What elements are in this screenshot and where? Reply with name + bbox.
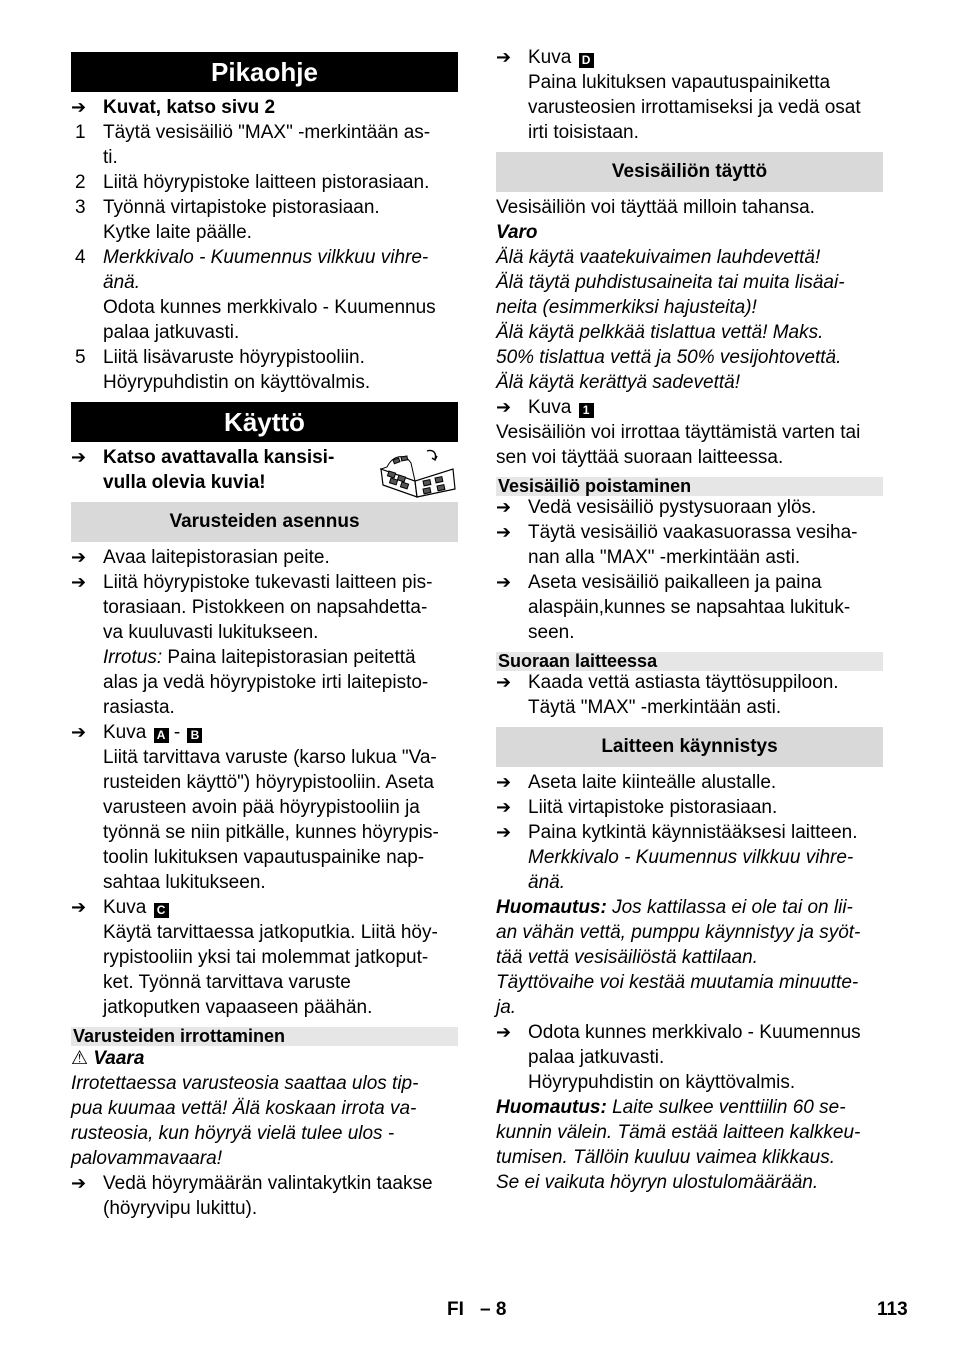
warning-heading xyxy=(71,1046,144,1071)
instruction: Täytä "MAX" -merkintään asti. xyxy=(528,697,782,718)
warning-label: Vaara xyxy=(93,1048,145,1069)
instruction: vulla olevia kuvia! xyxy=(103,472,266,493)
instruction: alaspäin,kunnes se napsahtaa lukituk- xyxy=(528,597,851,618)
caution-label: Varo xyxy=(496,222,538,243)
instruction xyxy=(103,645,416,670)
warning-icon: ⚠ xyxy=(71,1048,89,1069)
instruction: Höyrypuhdistin on käyttövalmis. xyxy=(528,1072,796,1093)
figure-badge-1: 1 xyxy=(579,403,594,418)
instruction: Vedä höyrymäärän valintakytkin taakse xyxy=(103,1173,433,1194)
footer-page-number: 113 xyxy=(877,1299,908,1320)
instruction: työnnä se niin pitkälle, kunnes höyrypis- xyxy=(103,822,439,843)
instruction: Paina lukituksen vapautuspainiketta xyxy=(528,72,831,93)
instruction: seen. xyxy=(528,622,575,643)
caution-text: 50% tislattua vettä ja 50% vesijohtovettä. xyxy=(496,347,842,368)
instruction: Paina kytkintä käynnistääksesi laitteen. xyxy=(528,822,858,843)
instruction: Aseta vesisäiliö paikalleen ja paina xyxy=(528,572,822,593)
arrow-icon: ➔ xyxy=(496,397,512,417)
instruction: (höyryvipu lukittu). xyxy=(103,1198,258,1219)
step-number: 4 xyxy=(75,247,86,268)
instruction: Liitä virtapistoke pistorasiaan. xyxy=(528,797,778,818)
arrow-icon: ➔ xyxy=(496,497,512,517)
step-text: Liitä lisävaruste höyrypistooliin. xyxy=(103,347,365,368)
instruction: nan alla "MAX" -merkintään asti. xyxy=(528,547,801,568)
instruction: Odota kunnes merkkivalo - Kuumennus xyxy=(528,1022,861,1043)
step-text: ti. xyxy=(103,147,118,168)
text: Paina laitepistorasian peitettä xyxy=(162,647,416,668)
step-text: Höyrypuhdistin on käyttövalmis. xyxy=(103,372,371,393)
kuva-label: Kuva xyxy=(528,47,572,68)
kuva-label: Kuva xyxy=(103,722,147,743)
figure-reference xyxy=(528,45,594,70)
warning-text: pua kuumaa vettä! Älä koskaan irrota va- xyxy=(71,1098,417,1119)
instruction: varusteen avoin pää höyrypistooliin ja xyxy=(103,797,420,818)
section-heading: Vesisäiliön täyttö xyxy=(496,152,883,192)
section-heading: Laitteen käynnistys xyxy=(496,727,883,767)
instruction: torasiaan. Pistokkeen on napsahdetta- xyxy=(103,597,428,618)
step-text: änä. xyxy=(103,272,140,293)
note-text: Jos kattilassa ei ole tai on lii- xyxy=(606,897,853,918)
dash: - xyxy=(168,722,186,743)
step-text: Odota kunnes merkkivalo - Kuumennus xyxy=(103,297,436,318)
subsection-heading: Vesisäiliö poistaminen xyxy=(496,477,883,496)
instruction: sahtaa lukitukseen. xyxy=(103,872,266,893)
note-text: Laite sulkee venttiilin 60 se- xyxy=(606,1097,846,1118)
instruction: Merkkivalo - Kuumennus vilkkuu vihre- xyxy=(528,847,854,868)
step-text: Liitä höyrypistoke laitteen pistorasiaan. xyxy=(103,172,430,193)
note xyxy=(496,895,853,920)
instruction: Käytä tarvittaessa jatkoputkia. Liitä höy- xyxy=(103,922,438,943)
arrow-icon: ➔ xyxy=(496,772,512,792)
note-text: kunnin välein. Tämä estää laitteen kalkkeu- xyxy=(496,1122,861,1143)
instruction: rusteiden käyttö") höyrypistooliin. Aseta xyxy=(103,772,434,793)
kuva-label: Kuva xyxy=(528,397,572,418)
arrow-icon: ➔ xyxy=(71,572,87,592)
step-text: Työnnä virtapistoke pistorasiaan. xyxy=(103,197,380,218)
arrow-icon: ➔ xyxy=(71,722,87,742)
instruction: Kuvat, katso sivu 2 xyxy=(103,97,276,118)
note-label: Huomautus: xyxy=(496,897,607,918)
footer-local-page: – 8 xyxy=(480,1299,507,1320)
note-text: tää vettä vesisäiliöstä kattilaan. xyxy=(496,947,758,968)
warning-text: palovammavaara! xyxy=(71,1148,223,1169)
footer-language: FI xyxy=(447,1299,464,1320)
instruction: Vedä vesisäiliö pystysuoraan ylös. xyxy=(528,497,817,518)
figure-reference xyxy=(103,720,202,745)
arrow-icon: ➔ xyxy=(496,672,512,692)
figure-badge-b: B xyxy=(187,728,202,743)
arrow-icon: ➔ xyxy=(71,547,87,567)
instruction: rasiasta. xyxy=(103,697,175,718)
figure-reference xyxy=(528,395,594,420)
paragraph: Vesisäiliön voi irrottaa täyttämistä varten tai xyxy=(496,422,861,443)
step-text: palaa jatkuvasti. xyxy=(103,322,240,343)
step-text: Täytä vesisäiliö "MAX" -merkintään as- xyxy=(103,122,431,143)
instruction: ket. Työnnä tarvittava varuste xyxy=(103,972,351,993)
figure-reference xyxy=(103,895,169,920)
instruction: Kaada vettä astiasta täyttösuppiloon. xyxy=(528,672,839,693)
caution-text: Älä käytä pelkkää tislattua vettä! Maks. xyxy=(496,322,824,343)
warning-text: rusteosia, kun höyryä vielä tulee ulos - xyxy=(71,1123,395,1144)
step-number: 2 xyxy=(75,172,86,193)
instruction: Täytä vesisäiliö vaakasuorassa vesiha- xyxy=(528,522,858,543)
arrow-icon: ➔ xyxy=(496,522,512,542)
figure-badge-d: D xyxy=(579,53,594,68)
arrow-icon: ➔ xyxy=(71,97,87,117)
instruction: irti toisistaan. xyxy=(528,122,639,143)
instruction: rypistooliin yksi tai molemmat jatkoput- xyxy=(103,947,429,968)
instruction: palaa jatkuvasti. xyxy=(528,1047,665,1068)
paragraph: Vesisäiliön voi täyttää milloin tahansa. xyxy=(496,197,815,218)
caution-text: Älä täytä puhdistusaineita tai muita lisäai- xyxy=(496,272,845,293)
arrow-icon: ➔ xyxy=(496,1022,512,1042)
caution-text: neita (esimmerkiksi hajusteita)! xyxy=(496,297,757,318)
step-text: Kytke laite päälle. xyxy=(103,222,252,243)
note-text: Se ei vaikuta höyryn ulostulomäärään. xyxy=(496,1172,819,1193)
section-banner-kaytto: Käyttö xyxy=(71,402,458,442)
section-banner-pikaohje: Pikaohje xyxy=(71,52,458,92)
step-number: 5 xyxy=(75,347,86,368)
arrow-icon: ➔ xyxy=(496,797,512,817)
warning-text: Irrotettaessa varusteosia saattaa ulos tip- xyxy=(71,1073,419,1094)
note-text: Täyttövaihe voi kestää muutamia minuutte- xyxy=(496,972,859,993)
caution-text: Älä käytä vaatekuivaimen lauhdevettä! xyxy=(496,247,821,268)
instruction: änä. xyxy=(528,872,565,893)
instruction: va kuuluvasti lukitukseen. xyxy=(103,622,319,643)
note-label: Huomautus: xyxy=(496,1097,607,1118)
instruction: Liitä höyrypistoke tukevasti laitteen pis- xyxy=(103,572,433,593)
open-book-icon xyxy=(377,447,459,499)
instruction: Aseta laite kiinteälle alustalle. xyxy=(528,772,777,793)
step-number: 3 xyxy=(75,197,86,218)
instruction: Avaa laitepistorasian peite. xyxy=(103,547,330,568)
caution-text: Älä käytä kerättyä sadevettä! xyxy=(496,372,740,393)
note-text: an vähän vettä, pumppu käynnistyy ja syöt- xyxy=(496,922,861,943)
arrow-icon: ➔ xyxy=(496,572,512,592)
arrow-icon: ➔ xyxy=(71,897,87,917)
figure-badge-c: C xyxy=(154,903,169,918)
note-text: tumisen. Tällöin kuuluu vaimea klikkaus. xyxy=(496,1147,835,1168)
instruction: jatkoputken vapaaseen päähän. xyxy=(103,997,373,1018)
note-text: ja. xyxy=(496,997,517,1018)
arrow-icon: ➔ xyxy=(71,1173,87,1193)
arrow-icon: ➔ xyxy=(496,47,512,67)
instruction: varusteosien irrottamiseksi ja vedä osat xyxy=(528,97,861,118)
instruction: Liitä tarvittava varuste (karso lukua "Va- xyxy=(103,747,437,768)
instruction: toolin lukituksen vapautuspainike nap- xyxy=(103,847,425,868)
paragraph: sen voi täyttää suoraan laitteessa. xyxy=(496,447,784,468)
instruction: alas ja vedä höyrypistoke irti laitepisto- xyxy=(103,672,429,693)
section-heading: Varusteiden asennus xyxy=(71,502,458,542)
step-text: Merkkivalo - Kuumennus vilkkuu vihre- xyxy=(103,247,429,268)
subsection-heading: Varusteiden irrottaminen xyxy=(71,1027,458,1046)
arrow-icon: ➔ xyxy=(496,822,512,842)
subsection-heading: Suoraan laitteessa xyxy=(496,652,883,671)
step-number: 1 xyxy=(75,122,86,143)
note xyxy=(496,1095,846,1120)
kuva-label: Kuva xyxy=(103,897,147,918)
instruction: Katso avattavalla kansisi- xyxy=(103,447,335,468)
figure-badge-a: A xyxy=(154,728,169,743)
arrow-icon: ➔ xyxy=(71,447,87,467)
label-irrotus: Irrotus: xyxy=(103,647,163,668)
